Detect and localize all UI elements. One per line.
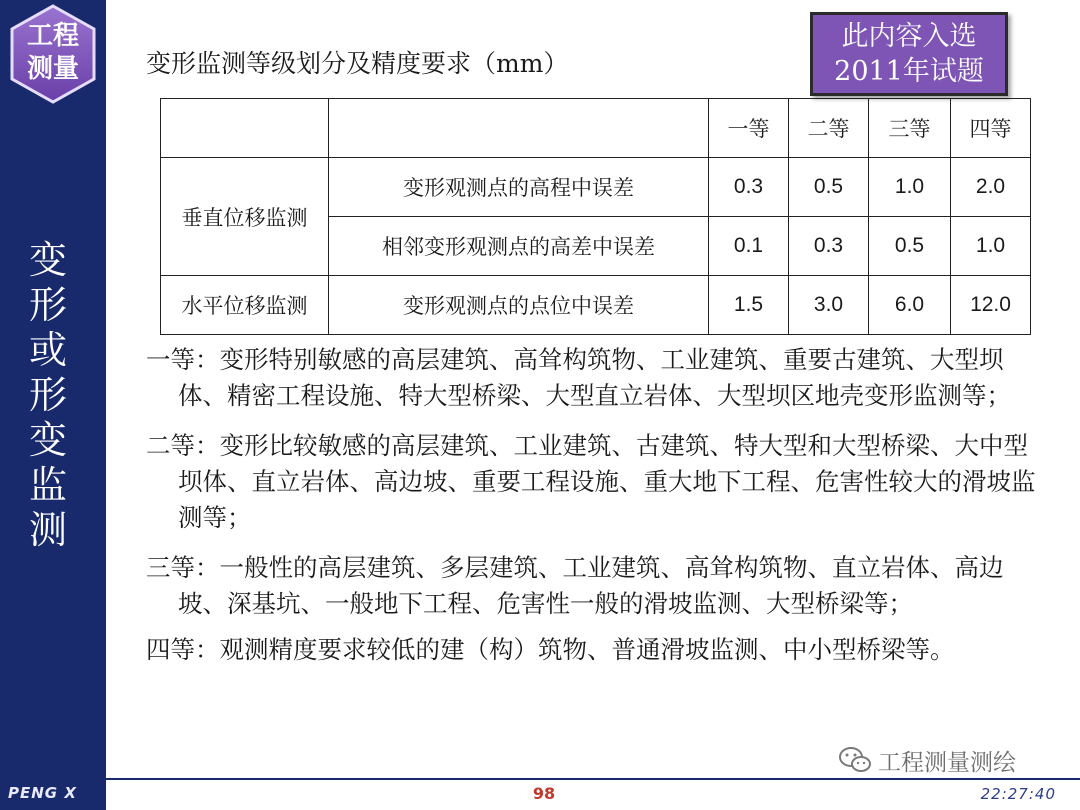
author-label: PENG X — [8, 784, 77, 802]
table-row — [161, 276, 1031, 335]
category-cell: 水平位移监测 — [161, 276, 329, 335]
grade-description-4: 四等：观测精度要求较低的建（构）筑物、普通滑坡监测、中小型桥梁等。 — [146, 635, 955, 664]
wechat-icon — [838, 745, 872, 775]
watermark-text: 工程测量测绘 — [878, 749, 1016, 776]
value-cell: 12.0 — [951, 276, 1031, 335]
value-cell: 1.5 — [709, 276, 789, 335]
grade-descriptions — [146, 342, 1052, 682]
grade-header: 一等 — [709, 99, 789, 158]
item-cell: 变形观测点的点位中误差 — [329, 276, 709, 335]
page-number: 98 — [532, 784, 556, 803]
exam-note-badge — [810, 12, 1008, 96]
left-sidebar — [0, 0, 106, 778]
section-title: 变形或形变监测 — [28, 238, 67, 552]
grade-description-3: 三等：一般性的高层建筑、多层建筑、工业建筑、高耸构筑物、直立岩体、高边坡、深基坑、一般地下工程、危害性一般的滑坡监测、大型桥梁等； — [146, 553, 1004, 618]
grade-description-2: 二等：变形比较敏感的高层建筑、工业建筑、古建筑、特大型和大型桥梁、大中型坝体、直立岩体、高边坡、重要工程设施、重大地下工程、危害性较大的滑坡监测等； — [146, 431, 1036, 532]
precision-table — [160, 98, 1031, 335]
watermark — [838, 742, 1016, 778]
value-cell: 0.5 — [789, 158, 869, 217]
page-title: 变形监测等级划分及精度要求（mm） — [146, 49, 569, 78]
grade-description-1: 一等：变形特别敏感的高层建筑、高耸构筑物、工业建筑、重要古建筑、大型坝体、精密工程设施、特大型桥梁、大型直立岩体、大型坝区地壳变形监测等； — [146, 345, 1011, 410]
logo-line-2: 测量 — [26, 54, 79, 84]
grade-header: 四等 — [951, 99, 1031, 158]
value-cell: 3.0 — [789, 276, 869, 335]
value-cell: 2.0 — [951, 158, 1031, 217]
value-cell: 6.0 — [869, 276, 951, 335]
badge-line-2: 2011年试题 — [834, 56, 984, 87]
header-blank-cell — [329, 99, 709, 158]
value-cell: 1.0 — [869, 158, 951, 217]
logo-badge — [8, 4, 98, 104]
value-cell: 0.3 — [789, 217, 869, 276]
footer-author-block — [0, 778, 106, 810]
item-cell: 变形观测点的高程中误差 — [329, 158, 709, 217]
item-cell: 相邻变形观测点的高差中误差 — [329, 217, 709, 276]
header-blank-cell — [161, 99, 329, 158]
table-header-row — [161, 99, 1031, 158]
logo-text — [8, 20, 98, 86]
value-cell: 0.3 — [709, 158, 789, 217]
footer-divider — [106, 778, 1080, 780]
footer-bar — [0, 778, 1080, 810]
value-cell: 0.1 — [709, 217, 789, 276]
logo-line-1: 工程 — [26, 21, 79, 51]
category-cell: 垂直位移监测 — [161, 158, 329, 276]
clock-time: 22:27:40 — [980, 785, 1056, 803]
badge-line-1: 此内容入选 — [841, 21, 977, 52]
grade-header: 三等 — [869, 99, 951, 158]
table-row — [161, 158, 1031, 217]
value-cell: 0.5 — [869, 217, 951, 276]
grade-header: 二等 — [789, 99, 869, 158]
value-cell: 1.0 — [951, 217, 1031, 276]
